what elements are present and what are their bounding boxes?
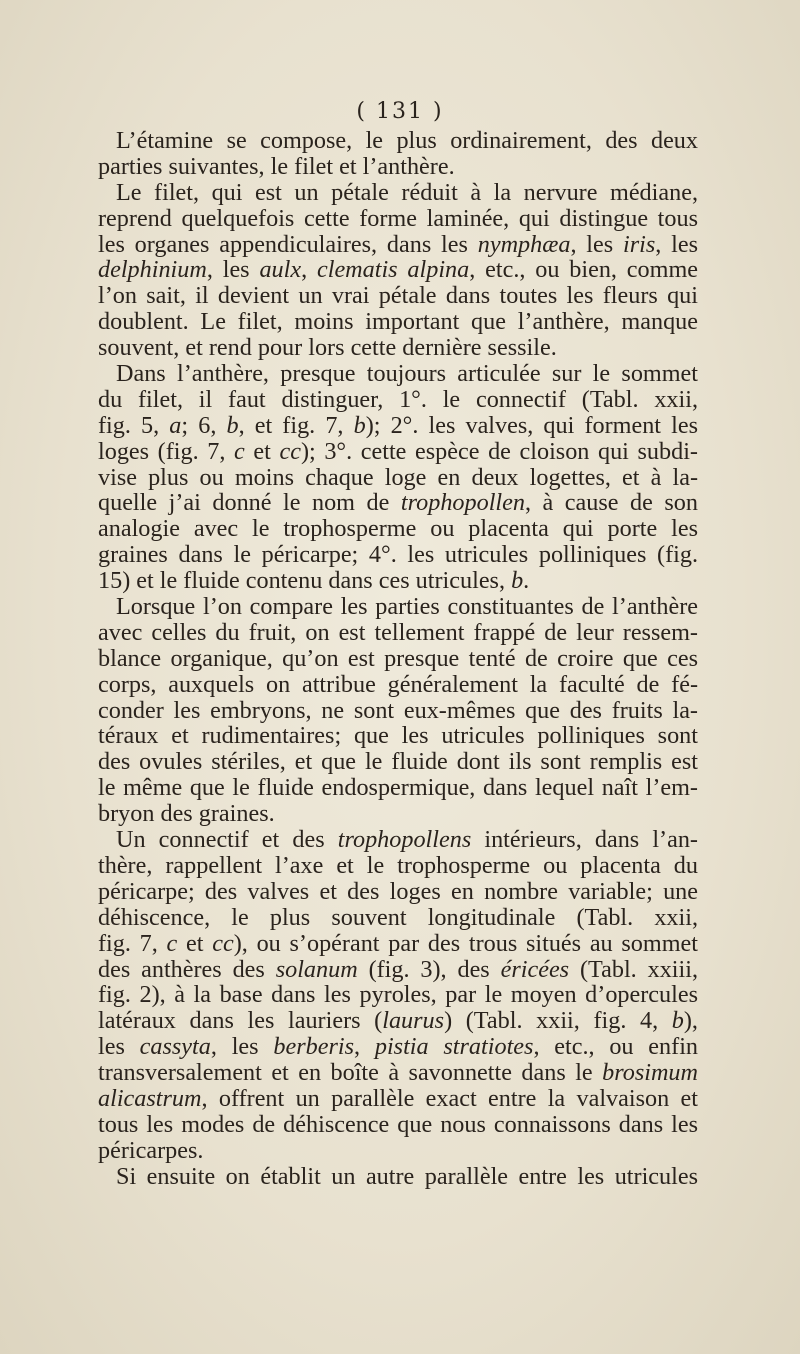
text-line: delphinium, les aulx, clematis alpina, etc., ou bien, comme xyxy=(98,256,699,284)
body-text xyxy=(98,128,698,1190)
text-line: analogie avec le trophosperme ou placenta qui porte les xyxy=(98,515,698,543)
text-line: des ovules stériles, et que le fluide dont ils sont remplis est xyxy=(98,748,698,776)
text-line: souvent, et rend pour lors cette dernière sessile. xyxy=(98,334,557,362)
text-line: quelle j’ai donné le nom de trophopollen, à cause de son xyxy=(98,489,698,517)
text-line: le même que le fluide endospermique, dans lequel naît l’em- xyxy=(98,774,698,802)
text-line: Lorsque l’on compare les parties constituantes de l’anthère xyxy=(116,593,698,621)
text-line: graines dans le péricarpe; 4°. les utricules polliniques (fig. xyxy=(98,541,698,569)
text-line: tous les modes de déhiscence que nous connaissons dans les xyxy=(98,1110,698,1138)
text-line: fig. 5, a; 6, b, et fig. 7, b); 2°. les valves, qui forment les xyxy=(98,411,699,439)
text-line: 15) et le fluide contenu dans ces utricules, b. xyxy=(98,567,530,595)
text-line: loges (fig. 7, c et cc); 3°. cette espèce de cloison qui subdi- xyxy=(98,437,698,465)
text-line: péricarpe; des valves et des loges en nombre variable; une xyxy=(98,877,698,905)
text-line: déhiscence, le plus souvent longitudinale (Tabl. xxii, xyxy=(98,903,698,931)
text-line: thère, rappellent l’axe et le trophosperme ou placenta du xyxy=(98,851,698,879)
text-line: corps, auxquels on attribue généralement la faculté de fé- xyxy=(98,670,698,698)
text-line: fig. 7, c et cc), ou s’opérant par des trous situés au sommet xyxy=(98,929,698,957)
text-line: Si ensuite on établit un autre parallèle entre les utricules xyxy=(116,1162,698,1190)
text-line: l’on sait, il devient un vrai pétale dans toutes les fleurs qui xyxy=(98,282,698,310)
text-line: blance organique, qu’on est presque tenté de croire que ces xyxy=(98,644,698,672)
text-line: avec celles du fruit, on est tellement frappé de leur ressem- xyxy=(98,618,698,646)
text-line: L’étamine se compose, le plus ordinairement, des deux xyxy=(116,127,698,154)
text-line: doublent. Le filet, moins important que l’anthère, manque xyxy=(98,308,698,336)
text-line: Dans l’anthère, presque toujours articulée sur le sommet xyxy=(116,360,698,388)
text-line: latéraux dans les lauriers (laurus) (Tabl. xxii, fig. 4, b), xyxy=(98,1007,698,1035)
text-line: transversalement et en boîte à savonnette dans le brosimum xyxy=(98,1059,698,1087)
text-line: Un connectif et des trophopollens intérieurs, dans l’an- xyxy=(116,826,698,854)
text-line: vise plus ou moins chaque loge en deux logettes, et à la- xyxy=(98,463,698,491)
text-line: les organes appendiculaires, dans les nymphæa, les iris, les xyxy=(98,230,699,258)
page-number: ( 131 ) xyxy=(356,99,444,124)
text-line: bryon des graines. xyxy=(98,800,275,828)
text-line: reprend quelquefois cette forme laminée, qui distingue tous xyxy=(98,204,698,232)
text-line: parties suivantes, le filet et l’anthère. xyxy=(98,152,455,180)
text-line: du filet, il faut distinguer, 1°. le connectif (Tabl. xxii, xyxy=(98,385,698,413)
text-line: conder les embryons, ne sont eux-mêmes que des fruits la- xyxy=(98,696,698,724)
text-line: téraux et rudimentaires; que les utricules polliniques sont xyxy=(98,722,698,750)
text-line: des anthères des solanum (fig. 3), des éricées (Tabl. xxiii, xyxy=(98,955,698,983)
text-line: fig. 2), à la base dans les pyroles, par le moyen d’opercules xyxy=(98,981,698,1009)
text-line: alicastrum, offrent un parallèle exact entre la valvaison et xyxy=(98,1084,698,1112)
text-line: Le filet, qui est un pétale réduit à la nervure médiane, xyxy=(116,178,698,206)
text-line: péricarpes. xyxy=(98,1136,204,1164)
text-line: les cassyta, les berberis, pistia stratiotes, etc., ou enfin xyxy=(98,1033,699,1061)
